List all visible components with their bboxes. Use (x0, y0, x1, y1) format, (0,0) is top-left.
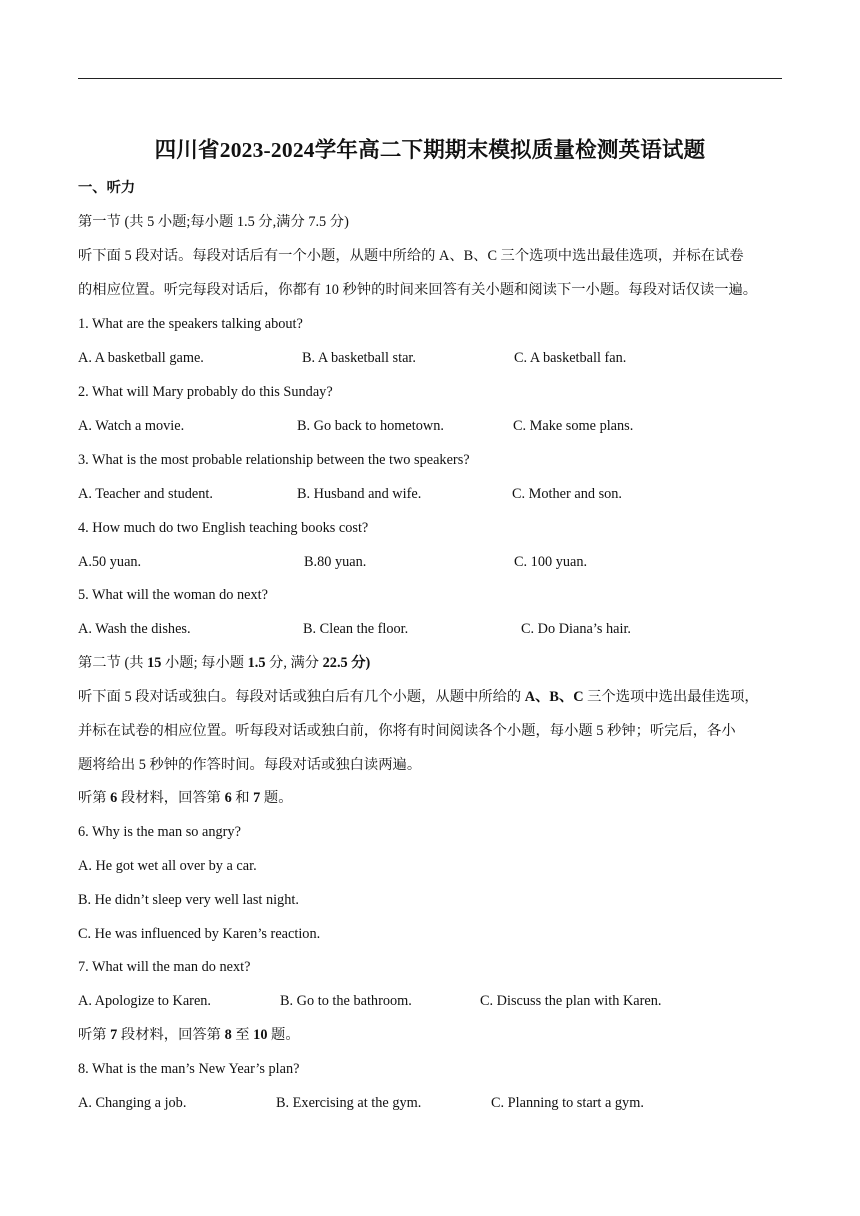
question-6-option-c: C. He was influenced by Karen’s reaction. (78, 926, 321, 942)
material-6-text-d: 题。 (260, 790, 293, 806)
material-7-text-a: 听第 (78, 1027, 111, 1043)
material-7-question-to: 10 (253, 1027, 268, 1043)
question-7: 7. What will the man do next? (78, 959, 251, 975)
question-4-option-a: A.50 yuan. (78, 554, 142, 570)
material-6-header (78, 788, 293, 808)
part2-instructions-line2: 并标在试卷的相应位置。听每段对话或独白前，你将有时间阅读各个小题，每小题 5 秒钟；听完后，各小 (78, 723, 736, 739)
part2-header-text-a: 第二节 (共 (78, 655, 148, 671)
question-2-option-b: B. Go back to hometown. (297, 418, 444, 434)
question-5: 5. What will the woman do next? (78, 587, 268, 603)
question-2-option-c: C. Make some plans. (513, 418, 634, 434)
part2-header-points-each: 1.5 (247, 655, 266, 671)
material-7-question-from: 8 (224, 1027, 232, 1043)
part1-instructions-line2: 的相应位置。听完每段对话后，你都有 10 秒钟的时间来回答有关小题和阅读下一小题。每段对话仅读一遍。 (78, 282, 758, 298)
part2-header-text-d: 分) (347, 655, 371, 671)
question-5-option-a: A. Wash the dishes. (78, 621, 191, 637)
question-6-option-b: B. He didn’t sleep very well last night. (78, 892, 299, 908)
part2-header-count: 15 (147, 655, 162, 671)
part2-header-points-total: 22.5 (322, 655, 348, 671)
question-4-option-b: B.80 yuan. (304, 554, 367, 570)
question-5-option-b: B. Clean the floor. (303, 621, 409, 637)
question-3-option-b: B. Husband and wife. (297, 486, 422, 502)
section-heading-listening: 一、听力 (78, 180, 136, 196)
part1-header: 第一节 (共 5 小题;每小题 1.5 分,满分 7.5 分) (78, 214, 349, 230)
question-2-option-a: A. Watch a movie. (78, 418, 185, 434)
question-8-option-b: B. Exercising at the gym. (276, 1095, 422, 1111)
page-title: 四川省2023-2024学年高二下期期末模拟质量检测英语试题 (154, 138, 706, 162)
material-6-text-c: 和 (231, 790, 254, 806)
question-2: 2. What will Mary probably do this Sunday? (78, 384, 333, 400)
question-6: 6. Why is the man so angry? (78, 824, 241, 840)
question-8-option-c: C. Planning to start a gym. (491, 1095, 644, 1111)
material-7-text-c: 至 (231, 1027, 254, 1043)
question-3-option-c: C. Mother and son. (512, 486, 622, 502)
question-6-option-a: A. He got wet all over by a car. (78, 858, 257, 874)
question-1-option-c: C. A basketball fan. (514, 350, 627, 366)
material-7-header (78, 1025, 300, 1045)
question-3-option-a: A. Teacher and student. (78, 486, 213, 502)
material-6-question-to: 7 (253, 790, 261, 806)
question-7-option-b: B. Go to the bathroom. (280, 993, 412, 1009)
question-4: 4. How much do two English teaching books cost? (78, 520, 369, 536)
part2-instr-abc: A、B、C (524, 689, 584, 705)
part2-instr-text-b: 三个选项中选出最佳选项， (583, 689, 759, 705)
material-7-text-b: 段材料，回答第 (117, 1027, 225, 1043)
question-5-option-c: C. Do Diana’s hair. (521, 621, 631, 637)
question-8: 8. What is the man’s New Year’s plan? (78, 1061, 300, 1077)
question-1-option-a: A. A basketball game. (78, 350, 204, 366)
part2-instructions-line1 (78, 687, 759, 707)
question-3: 3. What is the most probable relationship between the two speakers? (78, 452, 470, 468)
material-6-number: 6 (110, 790, 118, 806)
part2-instr-text-a: 听下面 5 段对话或独白。每段对话或独白后有几个小题，从题中所给的 (78, 689, 525, 705)
part2-header-text-c: 分, 满分 (265, 655, 323, 671)
question-4-option-c: C. 100 yuan. (514, 554, 588, 570)
part2-instructions-line3: 题将给出 5 秒钟的作答时间。每段对话或独白读两遍。 (78, 757, 422, 773)
question-7-option-c: C. Discuss the plan with Karen. (480, 993, 662, 1009)
question-1-option-b: B. A basketball star. (302, 350, 416, 366)
part2-header-text-b: 小题; 每小题 (161, 655, 248, 671)
question-7-option-a: A. Apologize to Karen. (78, 993, 212, 1009)
material-7-number: 7 (110, 1027, 118, 1043)
part1-instructions-line1: 听下面 5 段对话。每段对话后有一个小题，从题中所给的 A、B、C 三个选项中选出最佳选项，并标在试卷 (78, 248, 744, 264)
question-1: 1. What are the speakers talking about? (78, 316, 303, 332)
question-8-option-a: A. Changing a job. (78, 1095, 187, 1111)
part2-header (78, 653, 370, 673)
header-rule (78, 78, 782, 79)
material-6-question-from: 6 (224, 790, 232, 806)
material-7-text-d: 题。 (267, 1027, 300, 1043)
material-6-text-b: 段材料，回答第 (117, 790, 225, 806)
material-6-text-a: 听第 (78, 790, 111, 806)
